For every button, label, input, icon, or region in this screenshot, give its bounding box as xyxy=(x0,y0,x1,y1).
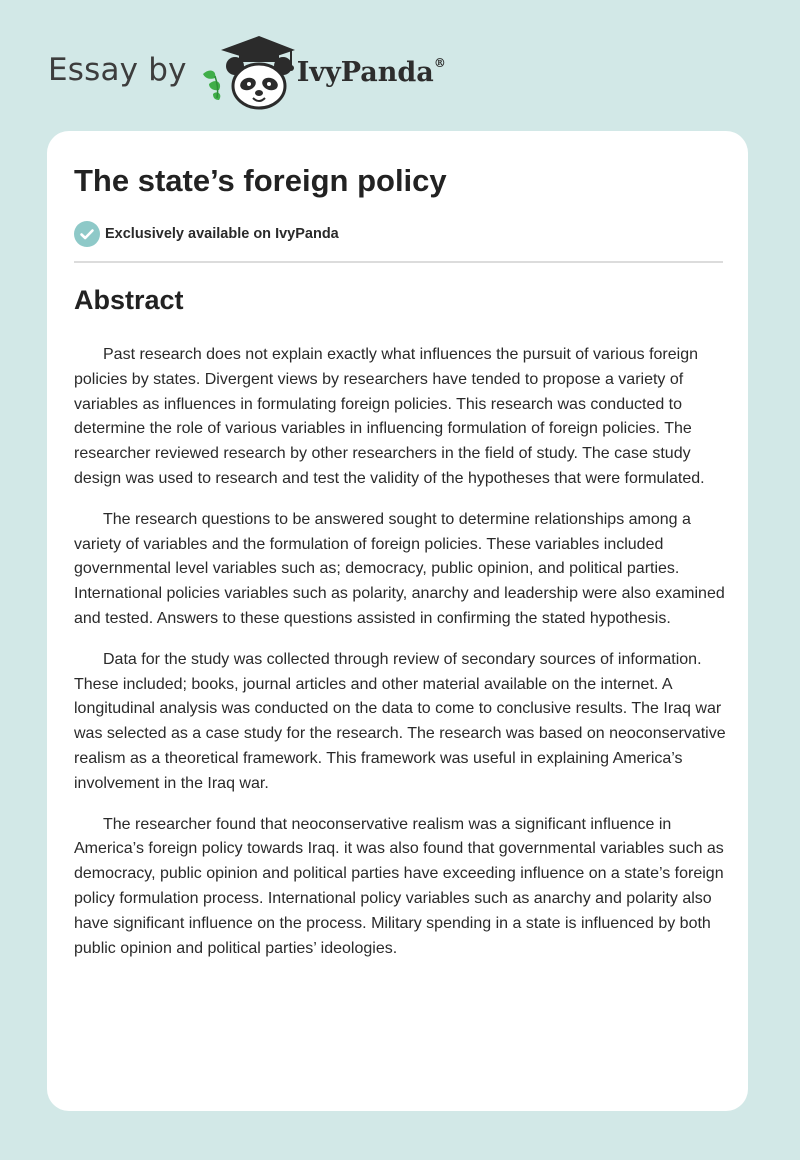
abstract-paragraph-3: Data for the study was collected through review of secondary sources of information. These included; books, journal articles and other material available on the internet. A longitudinal analysis was conducted on the data to come to conclusive results. The Iraq war was selected as a case study for the research. The research was based on neoconservative realism as a theoretical framework. This framework was useful in explaining America’s involvement in the Iraq war. xyxy=(74,650,726,792)
essay-by-label: Essay by xyxy=(48,52,187,88)
essay-title: The state’s foreign policy xyxy=(74,163,447,198)
exclusive-badge xyxy=(74,221,339,247)
divider xyxy=(74,261,723,263)
abstract-body xyxy=(74,343,726,977)
abstract-paragraph-4: The researcher found that neoconservative realism was a significant influence in America’s foreign policy towards Iraq. it was also found that governmental variables such as democracy, public opinion and political parties have exceeding influence on a state’s foreign policy formulation process. International policy variables such as anarchy and polarity also have significant influence on the process. Military spending in a state is influenced by both public opinion and political parties’ ideologies. xyxy=(74,815,724,957)
brand-name[interactable] xyxy=(297,57,446,88)
exclusive-badge-text: Exclusively available on IvyPanda xyxy=(105,226,339,242)
abstract-paragraph-2: The research questions to be answered sought to determine relationships among a variety of variables and the formulation of foreign policies. These variables included governmental level variables such as; democracy, public opinion, and political parties. International policies variables such as polarity, anarchy and leadership were also examined and tested. Answers to these questions assisted in confirming the stated hypothesis. xyxy=(74,510,725,627)
section-heading-abstract: Abstract xyxy=(74,285,184,315)
brand-header xyxy=(48,30,446,110)
abstract-paragraph-1: Past research does not explain exactly what influences the pursuit of various foreign policies by states. Divergent views by researchers have tended to propose a variety of variables as influences in formulating foreign policies. This research was conducted to determine the role of various variables in influencing formulation of foreign policies. The researcher reviewed research by other researchers in the field of study. The case study design was used to research and test the validity of the hypotheses that were formulated. xyxy=(74,346,705,487)
panda-graduate-logo-icon[interactable] xyxy=(199,30,295,110)
check-circle-icon xyxy=(74,221,100,247)
essay-card xyxy=(47,131,748,1111)
brand-name-text: IvyPanda xyxy=(296,56,434,88)
registered-mark: ® xyxy=(433,55,446,70)
